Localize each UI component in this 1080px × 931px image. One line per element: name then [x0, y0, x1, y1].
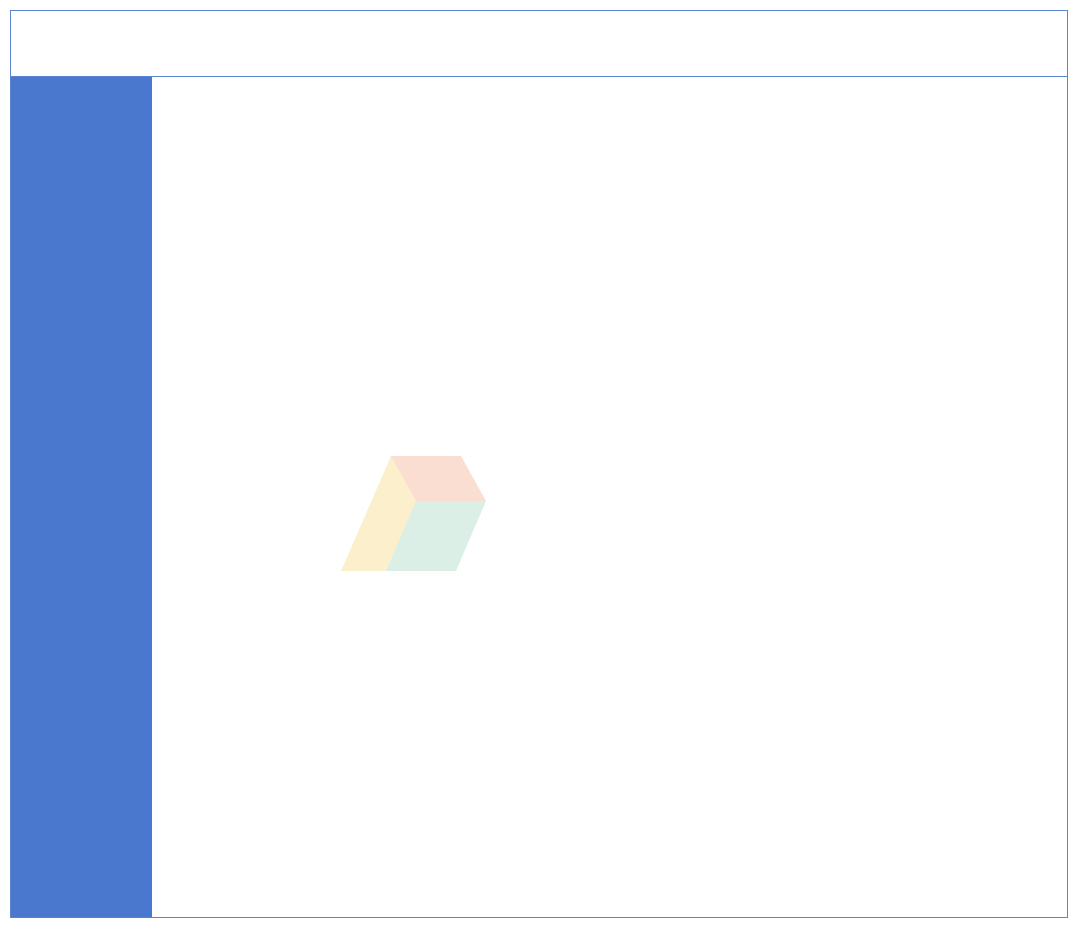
materials-table [10, 10, 1068, 918]
table-title [11, 11, 1067, 77]
side-category-label [11, 77, 152, 917]
watermark-logo [311, 436, 791, 586]
watermark-mark-icon [341, 456, 486, 571]
